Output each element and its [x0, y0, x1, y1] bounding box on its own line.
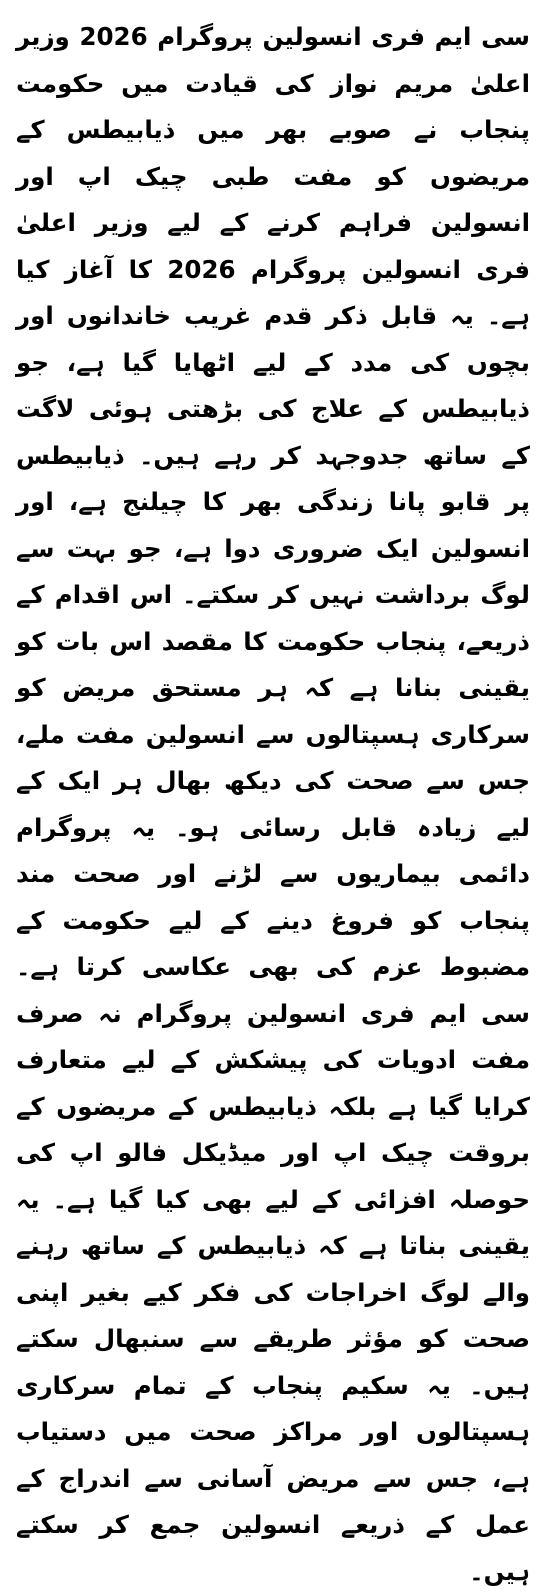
article-body: سی ایم فری انسولین پروگرام 2026 وزیر اعلیٰ مریم نواز کی قیادت میں حکومت پنجاب نے صوبے بھر میں ذیابیطس کے مریضوں کو مفت طبی چیک اپ اور انسولین فراہم کرنے کے لیے وزیر اعلیٰ فری انسولین پروگرام 2026 کا آغاز کیا ہے۔ یہ قابل ذکر قدم غریب خاندانوں اور بچوں کی مدد کے لیے اٹھایا گیا ہے، جو ذیابیطس کے علاج کی بڑھتی ہوئی لاگت کے ساتھ جدوجہد کر رہے ہیں۔ ذیابیطس پر قابو پانا زندگی بھر کا چیلنج ہے، اور انسولین ایک ضروری دوا ہے، جو بہت سے لوگ برداشت نہیں کر سکتے۔ اس اقدام کے ذریعے، پنجاب حکومت کا مقصد اس بات کو یقینی بنانا ہے کہ ہر مستحق مریض کو سرکاری ہسپتالوں سے انسولین مفت ملے، جس سے صحت کی دیکھ بھال ہر ایک کے لیے زیادہ قابل رسائی ہو۔ یہ پروگرام دائمی بیماریوں سے لڑنے اور صحت مند پنجاب کو فروغ دینے کے لیے حکومت کے مضبوط عزم کی بھی عکاسی کرتا ہے۔ سی ایم فری انسولین پروگرام نہ صرف مفت ادویات کی پیشکش کے لیے متعارف کرایا گیا ہے بلکہ ذیابیطس کے مریضوں کے بروقت چیک اپ اور میڈیکل فالو اپ کی حوصلہ افزائی کے لیے بھی کیا گیا ہے۔ یہ یقینی بناتا ہے کہ ذیابیطس کے ساتھ رہنے والے لوگ اخراجات کی فکر کیے بغیر اپنی صحت کو مؤثر طریقے سے سنبھال سکتے ہیں۔ یہ سکیم پنجاب کے تمام سرکاری ہسپتالوں اور مراکز صحت میں دستیاب ہے، جس سے مریض آسانی سے اندراج کے عمل کے ذریعے انسولین جمع کر سکتے ہیں۔	[16, 22, 530, 1586]
